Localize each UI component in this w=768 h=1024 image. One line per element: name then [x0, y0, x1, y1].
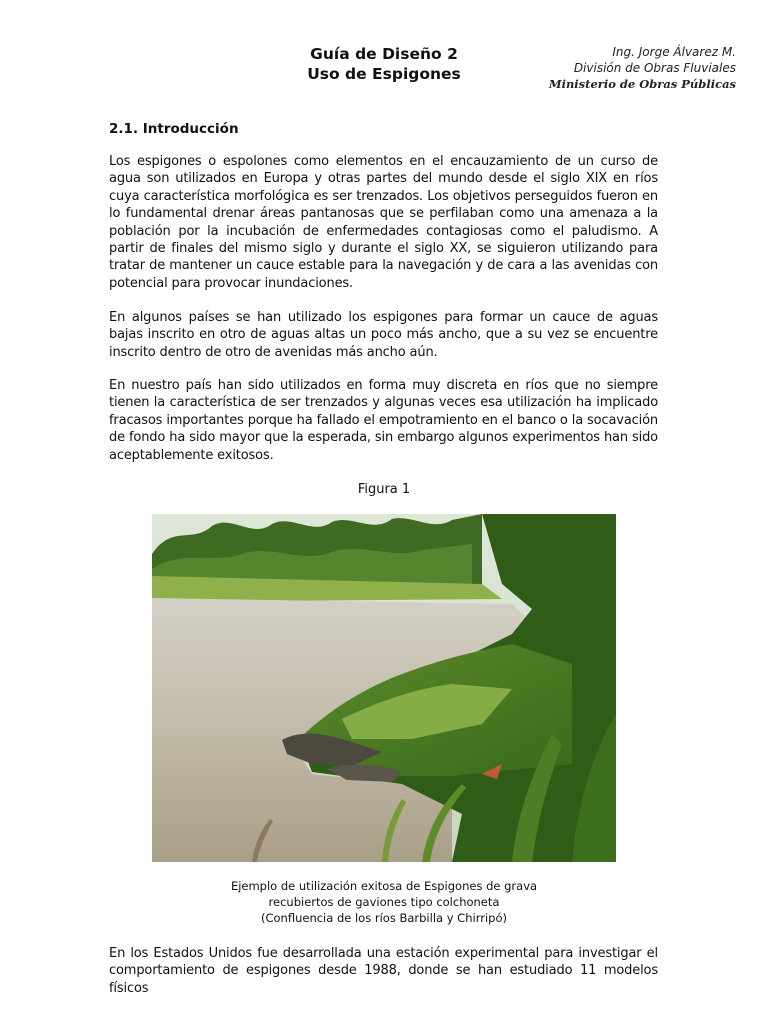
paragraph-3: En nuestro país han sido utilizados en forma muy discreta en ríos que no siempre tienen la característica de ser trenzados y algunas veces esa utilización ha implicado fracasos importantes porque ha fallado el empotramiento en el banco o la socavación de fondo ha sido mayor que la esperada, sin embargo algunos experimentos han sido aceptablemente exitosos. [109, 378, 658, 463]
section-heading: 2.1. Introducción [109, 121, 239, 137]
author-name: Ing. Jorge Álvarez M. [612, 45, 736, 59]
paragraph-4: En los Estados Unidos fue desarrollada una estación experimental para investigar el comportamiento de espigones desde 1988, donde se han estudiado 11 modelos físicos [109, 946, 658, 996]
title-line-1: Guía de Diseño 2 [310, 45, 458, 63]
title-line-2: Uso de Espigones [307, 65, 461, 83]
river-photo [152, 514, 616, 862]
caption-line-2: recubiertos de gaviones tipo colchoneta [268, 895, 500, 909]
caption-line-1: Ejemplo de utilización exitosa de Espigones de grava [230, 879, 538, 893]
paragraph-1: Los espigones o espolones como elementos en el encauzamiento de un curso de agua son utilizados en Europa y otras partes del mundo desde el siglo XIX en ríos cuya característica morfológica es ser trenzados. Los objetivos perseguidos fueron en lo fundamental drenar áreas pantanosas que se perfilaban como una amenaza a la población por la incubación de enfermedades contagiosas como el paludismo. A partir de finales del mismo siglo y durante el siglo XX, se siguieron utilizando para tratar de mantener un cauce estable para la navegación y de cara a las avenidas con potencial para provocar inundaciones. [109, 154, 658, 291]
paragraph-2: En algunos países se han utilizado los espigones para formar un cauce de aguas bajas inscrito en otro de aguas altas un poco más ancho, que a su vez se encuentre inscrito dentro de otro de avenidas más ancho aún. [109, 310, 658, 360]
author-block [549, 44, 736, 92]
caption-line-3: (Confluencia de los ríos Barbilla y Chirripó) [261, 911, 507, 925]
author-division: División de Obras Fluviales [573, 61, 736, 75]
figure-label: Figura 1 [357, 482, 411, 497]
figure-caption [0, 878, 768, 926]
author-ministry: Ministerio de Obras Públicas [548, 77, 736, 91]
